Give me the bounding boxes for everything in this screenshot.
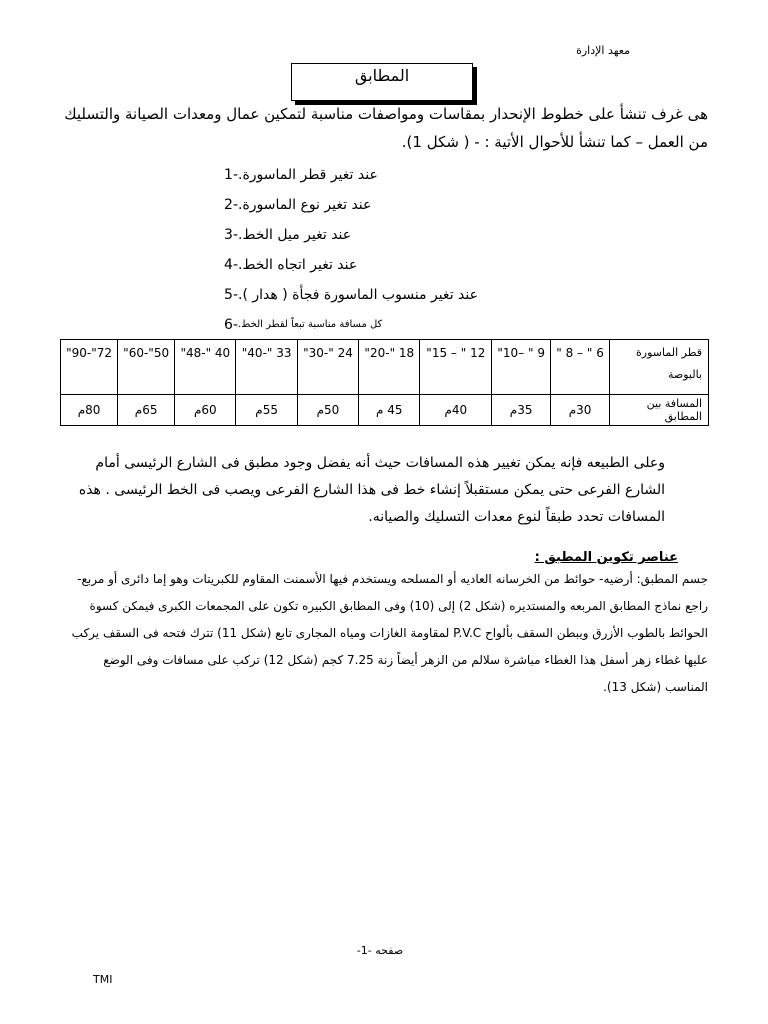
table-cell: 40 "-48" — [175, 340, 236, 395]
section-title: عناصر تكوين المطبق : — [534, 550, 678, 565]
list-item: -2 عند تغير نوع الماسورة. — [224, 197, 372, 213]
table-cell: 12 " – 15" — [420, 340, 492, 395]
table-cell: 35م — [492, 395, 551, 426]
table-cell: 50م — [297, 395, 358, 426]
distance-table — [60, 339, 709, 426]
list-item: -1 عند تغير قطر الماسورة. — [224, 167, 378, 183]
table-cell: 45 م — [359, 395, 420, 426]
table-cell: 24 "-30" — [297, 340, 358, 395]
distances-paragraph: وعلى الطبيعه فإنه يمكن تغيير هذه المسافات حيث أنه يفضل وجود مطبق فى الشارع الرئيسى أمام الشارع الفرعى حتى يمكن مستقبلاً إنشاء خط فى هذا الشارع الفرعى ويصب فى الخط الرئيسى . هذه المسافات تحدد طبقاً لنوع معدات التسليك والصيانه. — [78, 455, 665, 525]
table-row-header: المسافة بين المطابق — [610, 395, 709, 426]
table-cell: 9 " –10" — [492, 340, 551, 395]
table-cell: 60م — [175, 395, 236, 426]
table-cell: 55م — [236, 395, 297, 426]
footer-code: TMI — [93, 973, 113, 986]
table-cell: 18 "-20" — [359, 340, 420, 395]
intro-paragraph: هى غرف تنشأ على خطوط الإنحدار بمقاسات ومواصفات مناسبة لتمكين عمال ومعدات الصيانة والتسليك من العمل – كما تنشأ للأحوال الأتية : - ( شكل 1). — [64, 105, 708, 151]
table-row-header: قطر الماسورة بالبوصة — [610, 340, 709, 395]
table-cell: 40م — [420, 395, 492, 426]
table-cell: 65م — [118, 395, 175, 426]
list-item: -4 عند تغير اتجاه الخط. — [224, 257, 358, 273]
table-cell: 6 " – 8 " — [551, 340, 610, 395]
table-row — [61, 395, 709, 426]
list-item: -6 كل مسافة مناسبة تبعاً لقطر الخط. — [224, 317, 383, 333]
components-paragraph: جسم المطبق: أرضيه- حوائط من الخرسانه العاديه أو المسلحه ويستخدم فيها الأسمنت المقاوم للكبريتات وهو إما دائرى أو مربع- راجع نماذج المطابق المربعه والمستديره (شكل 2) إلى (10) وفى المطابق الكبيره تكون على المجمعات الكبرى فيمكن كسوة الحوائط بالطوب الأزرق ويبطن السقف بألواح P.V.C لمقاومة الغازات ومياه المجارى تابع (شكل 11) تترك فتحه فى السقف يركب عليها غطاء زهر أسفل هذا الغطاء مباشرة سلالم من الزهر أيضاً زنة 7.25 كجم (شكل 12) تركب على مسافات وفى الوضع المناسب (شكل 13). — [71, 572, 708, 694]
page-number: صفحه -1- — [356, 944, 404, 957]
list-item: -5 عند تغير منسوب الماسورة فجأة ( هدار ). — [224, 287, 478, 303]
page-title: المطابق — [291, 63, 473, 101]
table-row — [61, 340, 709, 395]
table-cell: 80م — [61, 395, 118, 426]
list-item: -3 عند تغير ميل الخط. — [224, 227, 352, 243]
table-cell: 72"-90" — [61, 340, 118, 395]
institute-header: معهد الإدارة — [576, 44, 630, 57]
table-cell: 33 "-40" — [236, 340, 297, 395]
table-cell: 30م — [551, 395, 610, 426]
table-cell: 50"-60" — [118, 340, 175, 395]
conditions-list — [208, 160, 708, 340]
